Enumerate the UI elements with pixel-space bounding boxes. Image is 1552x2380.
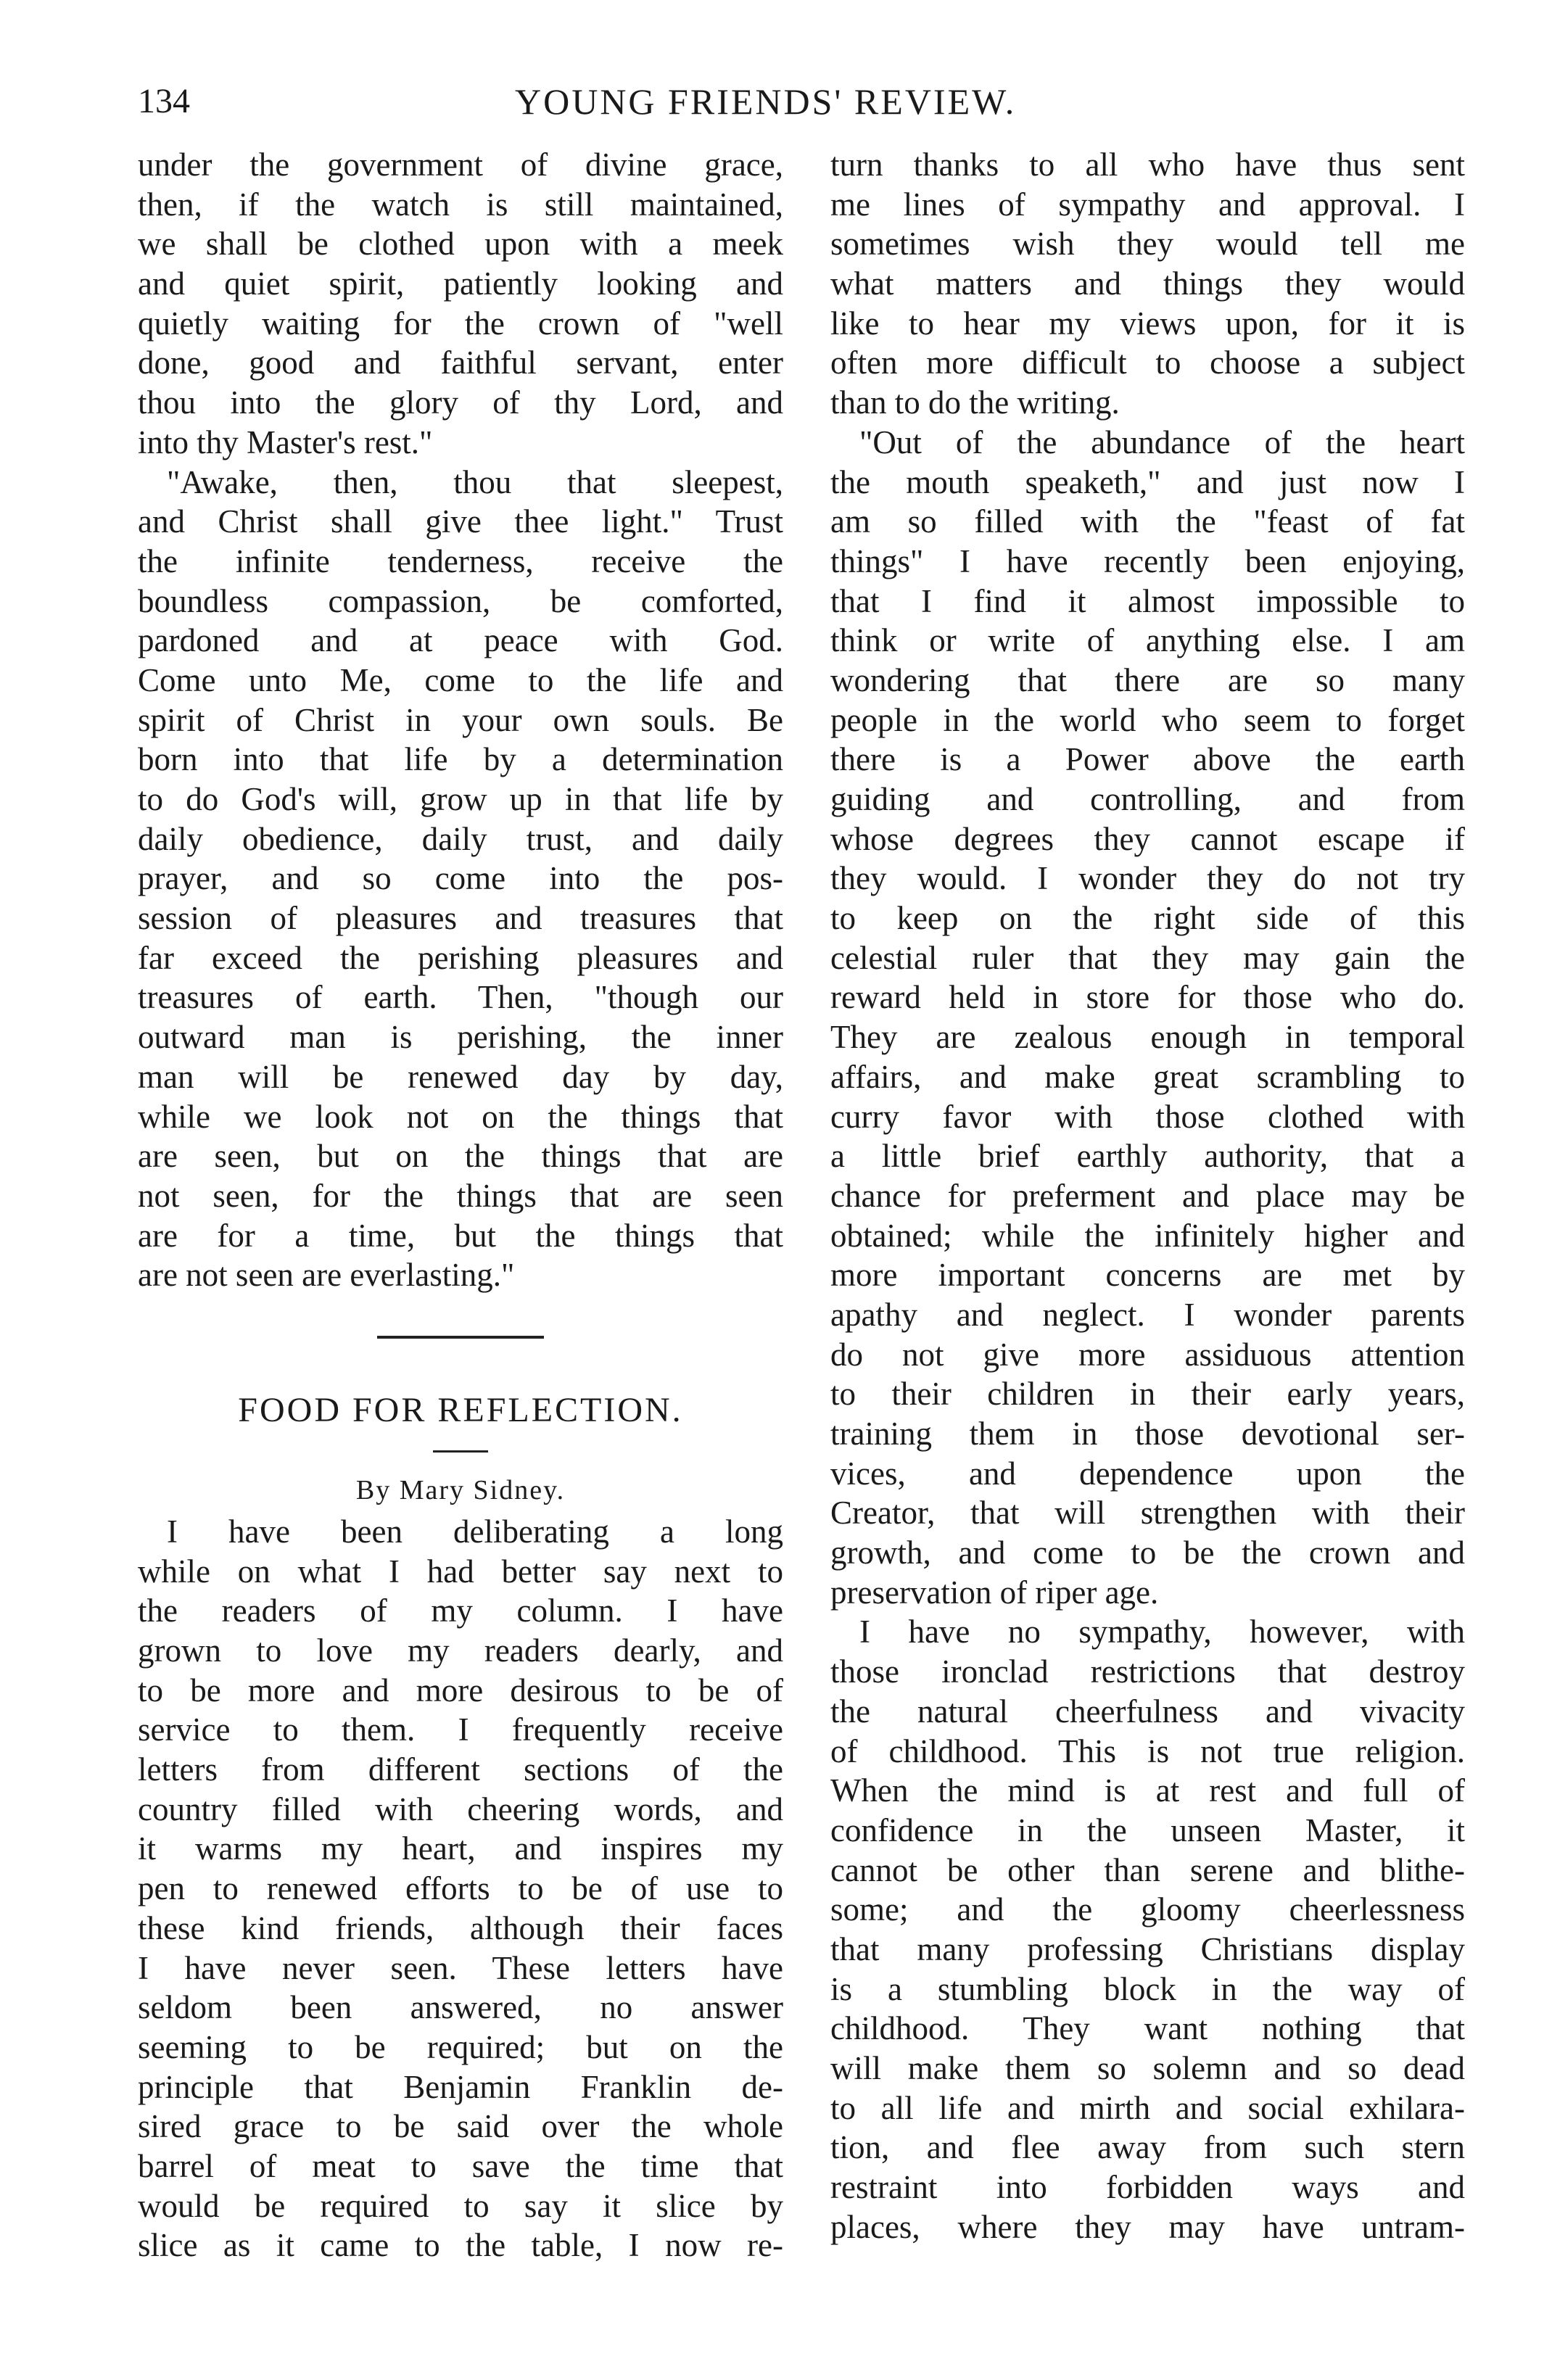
- text-line: far exceed the perishing pleasures and: [138, 939, 783, 976]
- text-line: do not give more assiduous attention: [830, 1336, 1465, 1373]
- section-divider: [377, 1336, 544, 1339]
- right-column: [830, 145, 1465, 2247]
- text-line: chance for preferment and place may be: [830, 1177, 1465, 1214]
- text-line: man will be renewed day by day,: [138, 1058, 783, 1095]
- text-line: service to them. I frequently receive: [138, 1711, 783, 1748]
- text-line: vices, and dependence upon the: [830, 1455, 1465, 1492]
- text-line: think or write of anything else. I am: [830, 622, 1465, 659]
- text-line: I have never seen. These letters have: [138, 1949, 783, 1986]
- text-line: reward held in store for those who do.: [830, 979, 1465, 1016]
- text-line: a little brief earthly authority, that a: [830, 1138, 1465, 1175]
- text-line: under the government of divine grace,: [138, 146, 783, 183]
- text-line: to all life and mirth and social exhilara-: [830, 2089, 1465, 2126]
- text-line: whose degrees they cannot escape if: [830, 820, 1465, 857]
- text-line: preservation of riper age.: [830, 1574, 1159, 1611]
- title-dash: [433, 1450, 488, 1453]
- text-line: principle that Benjamin Franklin de-: [138, 2068, 783, 2105]
- text-line: childhood. They want nothing that: [830, 2010, 1465, 2047]
- text-line: they would. I wonder they do not try: [830, 860, 1465, 897]
- text-line: Creator, that will strengthen with their: [830, 1495, 1465, 1532]
- text-line: They are zealous enough in temporal: [830, 1019, 1465, 1056]
- text-line: like to hear my views upon, for it is: [830, 305, 1465, 342]
- text-line: the infinite tenderness, receive the: [138, 542, 783, 579]
- text-line: it warms my heart, and inspires my: [138, 1830, 783, 1867]
- text-line: "Out of the abundance of the heart: [859, 423, 1465, 460]
- text-line: When the mind is at rest and full of: [830, 1772, 1465, 1809]
- right-paragraph-2: [830, 423, 1465, 1613]
- text-line: to do God's will, grow up in that life by: [138, 781, 783, 817]
- text-line: I have no sympathy, however, with: [859, 1613, 1465, 1650]
- text-line: boundless compassion, be comforted,: [138, 582, 783, 619]
- text-line: the mouth speaketh," and just now I: [830, 463, 1465, 500]
- text-line: treasures of earth. Then, "though our: [138, 979, 783, 1016]
- text-line: that many professing Christians display: [830, 1930, 1465, 1967]
- text-line: spirit of Christ in your own souls. Be: [138, 701, 783, 738]
- page-number: 134: [138, 82, 190, 120]
- text-line: than to do the writing.: [830, 384, 1120, 421]
- text-line: obtained; while the infinitely higher and: [830, 1217, 1465, 1254]
- text-line: into thy Master's rest.": [138, 423, 433, 460]
- text-line: tion, and flee away from such stern: [830, 2129, 1465, 2166]
- text-line: then, if the watch is still maintained,: [138, 186, 783, 223]
- text-line: done, good and faithful servant, enter: [138, 344, 783, 381]
- left-paragraph-3: [138, 1512, 783, 2265]
- text-line: wondering that there are so many: [830, 661, 1465, 698]
- text-line: these kind friends, although their faces: [138, 1909, 783, 1946]
- text-line: curry favor with those clothed with: [830, 1098, 1465, 1135]
- text-line: and quiet spirit, patiently looking and: [138, 265, 783, 302]
- text-line: those ironclad restrictions that destroy: [830, 1653, 1465, 1690]
- text-line: to keep on the right side of this: [830, 900, 1465, 937]
- text-line: guiding and controlling, and from: [830, 781, 1465, 817]
- text-line: seldom been answered, no answer: [138, 1989, 783, 2026]
- text-line: places, where they may have untram-: [830, 2208, 1465, 2245]
- text-line: me lines of sympathy and approval. I: [830, 186, 1465, 223]
- left-paragraph-1: [138, 145, 783, 463]
- text-line: to be more and more desirous to be of: [138, 1672, 783, 1708]
- text-line: are for a time, but the things that: [138, 1217, 783, 1254]
- text-line: more important concerns are met by: [830, 1257, 1465, 1294]
- text-line: I have been deliberating a long: [167, 1513, 783, 1550]
- text-line: sired grace to be said over the whole: [138, 2108, 783, 2145]
- text-line: there is a Power above the earth: [830, 741, 1465, 778]
- text-line: people in the world who seem to forget: [830, 701, 1465, 738]
- text-line: am so filled with the "feast of fat: [830, 503, 1465, 540]
- section-title: FOOD FOR REFLECTION.: [238, 1390, 683, 1429]
- text-line: not seen, for the things that are seen: [138, 1177, 783, 1214]
- text-line: sometimes wish they would tell me: [830, 226, 1465, 263]
- text-line: slice as it came to the table, I now re-: [138, 2227, 783, 2264]
- text-line: what matters and things they would: [830, 265, 1465, 302]
- text-line: confidence in the unseen Master, it: [830, 1811, 1465, 1848]
- text-line: are not seen are everlasting.": [138, 1257, 515, 1294]
- right-paragraph-1: [830, 145, 1465, 423]
- text-line: turn thanks to all who have thus sent: [830, 146, 1465, 183]
- text-line: quietly waiting for the crown of "well: [138, 305, 783, 342]
- text-line: the natural cheerfulness and vivacity: [830, 1693, 1465, 1730]
- text-line: born into that life by a determination: [138, 741, 783, 778]
- text-line: and Christ shall give thee light." Trust: [138, 503, 783, 540]
- text-line: often more difficult to choose a subject: [830, 344, 1465, 381]
- text-line: while we look not on the things that: [138, 1098, 783, 1135]
- text-line: that I find it almost impossible to: [830, 582, 1465, 619]
- text-line: "Awake, then, thou that sleepest,: [167, 463, 783, 500]
- text-line: seeming to be required; but on the: [138, 2028, 783, 2065]
- text-line: affairs, and make great scrambling to: [830, 1058, 1465, 1095]
- text-line: prayer, and so come into the pos-: [138, 860, 783, 897]
- text-line: training them in those devotional ser-: [830, 1416, 1465, 1452]
- left-column: [138, 145, 783, 2265]
- text-line: some; and the gloomy cheerlessness: [830, 1891, 1465, 1928]
- text-line: would be required to say it slice by: [138, 2187, 783, 2224]
- text-line: pen to renewed efforts to be of use to: [138, 1870, 783, 1907]
- text-line: outward man is perishing, the inner: [138, 1019, 783, 1056]
- text-line: celestial ruler that they may gain the: [830, 939, 1465, 976]
- text-line: grown to love my readers dearly, and: [138, 1632, 783, 1669]
- text-line: letters from different sections of the: [138, 1751, 783, 1788]
- text-line: thou into the glory of thy Lord, and: [138, 384, 783, 421]
- text-line: is a stumbling block in the way of: [830, 1970, 1465, 2007]
- text-line: are seen, but on the things that are: [138, 1138, 783, 1175]
- text-line: apathy and neglect. I wonder parents: [830, 1296, 1465, 1333]
- text-line: growth, and come to be the crown and: [830, 1534, 1465, 1571]
- text-line: we shall be clothed upon with a meek: [138, 226, 783, 263]
- text-line: of childhood. This is not true religion.: [830, 1732, 1465, 1769]
- text-line: session of pleasures and treasures that: [138, 900, 783, 937]
- text-line: things" I have recently been enjoying,: [830, 542, 1465, 579]
- text-line: the readers of my column. I have: [138, 1592, 783, 1629]
- text-line: restraint into forbidden ways and: [830, 2169, 1465, 2206]
- text-line: will make them so solemn and so dead: [830, 2050, 1465, 2086]
- text-line: country filled with cheering words, and: [138, 1790, 783, 1827]
- text-line: cannot be other than serene and blithe-: [830, 1851, 1465, 1888]
- text-line: pardoned and at peace with God.: [138, 622, 783, 659]
- text-line: daily obedience, daily trust, and daily: [138, 820, 783, 857]
- journal-title: YOUNG FRIENDS' REVIEW.: [515, 81, 1017, 122]
- page-header: [138, 73, 1465, 131]
- text-line: barrel of meat to save the time that: [138, 2147, 783, 2184]
- text-line: to their children in their early years,: [830, 1376, 1465, 1413]
- byline: By Mary Sidney.: [355, 1474, 566, 1505]
- text-line: while on what I had better say next to: [138, 1553, 783, 1590]
- text-line: Come unto Me, come to the life and: [138, 661, 783, 698]
- right-paragraph-3: [830, 1612, 1465, 2247]
- left-paragraph-2: [138, 463, 783, 1295]
